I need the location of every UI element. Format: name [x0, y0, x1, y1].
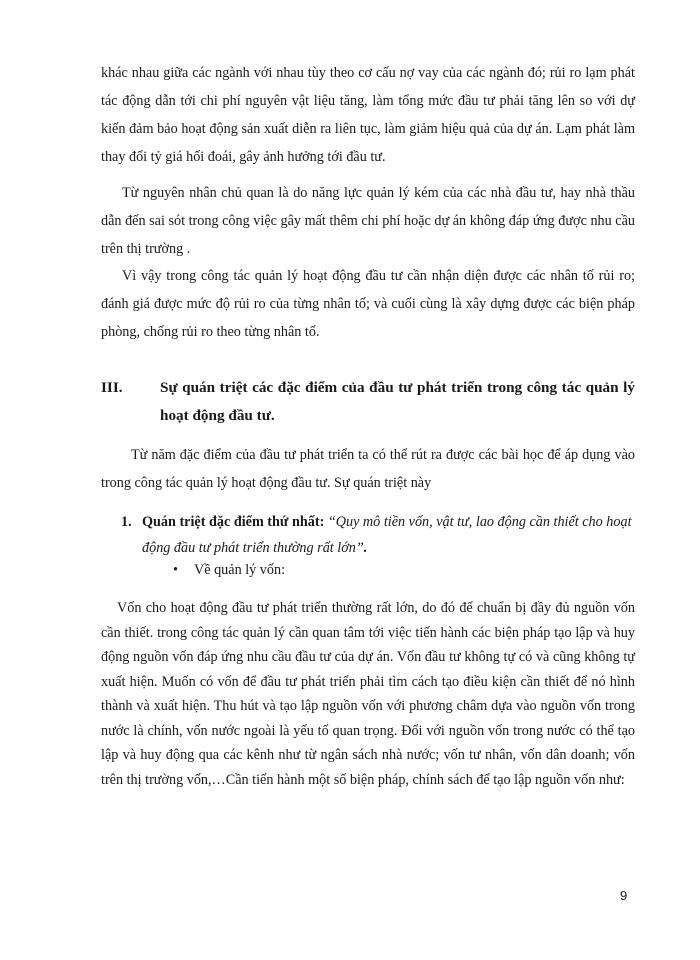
subheading-first-characteristic: [121, 509, 635, 561]
bullet-mark: •: [173, 562, 178, 578]
subheading-lead: Quán triệt đặc điểm thứ nhất:: [142, 514, 325, 530]
section-heading-text: Sự quán triệt các đặc điểm của đầu tư phát triển trong công tác quản lý hoạt động đầu tư.: [160, 379, 635, 424]
paragraph-subjective-causes: Từ nguyên nhân chủ quan là do năng lực quản lý kém của các nhà đầu tư, hay nhà thầu dẫn đến sai sót trong công việc gây mất thêm chi phí hoặc dự án không đáp ứng được nhu cầu trên thị trường .: [101, 185, 635, 257]
subheading-number: 1.: [121, 514, 132, 530]
paragraph-inflation-risk: khác nhau giữa các ngành với nhau tùy theo cơ cấu nợ vay của các ngành đó; rủi ro lạm phát tác động dẫn tới chi phí nguyên vật liệu tăng, làm tổng mức đầu tư phải tăng lên so với dự kiến đảm bảo hoạt động sản xuất diễn ra liên tục, làm giảm hiệu quả của dự án. Lạm phát làm thay đổi tỷ giá hối đoái, gây ảnh hưởng tới đầu tư.: [101, 65, 635, 165]
page-number: 9: [620, 888, 628, 903]
paragraph-capital-mobilization: Vốn cho hoạt động đầu tư phát triển thường rất lớn, do đó để chuẩn bị đầy đủ nguồn vốn cần thiết. trong công tác quản lý cần quan tâm tới việc tiến hành các biện pháp tạo lập và huy động nguồn vốn đáp ứng nhu cầu đầu tư của dự án. Vốn đầu tư không tự có và cũng không tự xuất hiện. Muốn có vốn để đầu tư phát triển phải tìm cách tạo điều kiện cần thiết để nó hình thành và xuất hiện. Thu hút và tạo lập nguồn vốn với phương châm dựa vào nguồn vốn trong nước là chính, vốn nước ngoài là yếu tố quan trọng. Đối với nguồn vốn trong nước có thể tạo lập và huy động qua các kênh như từ ngân sách nhà nước; vốn tư nhân, vốn dân doanh; vốn trên thị trường vốn,…Cần tiến hành một số biện pháp, chính sách để tạo lập nguồn vốn như:: [101, 600, 635, 788]
paragraph-section-intro: Từ năm đặc điểm của đầu tư phát triển ta có thể rút ra được các bài học để áp dụng vào trong công tác quản lý hoạt động đầu tư. Sự quán triệt này: [101, 447, 635, 491]
section-heading: [101, 374, 635, 430]
subheading-end: .: [363, 540, 368, 556]
subheading-quote: “Quy mô tiền vốn, vật tư, lao động cần thiết cho hoạt động đầu tư phát triển thường rất lớn”: [142, 514, 632, 556]
section-heading-number: III.: [101, 379, 123, 396]
bullet-text: Về quản lý vốn:: [194, 562, 286, 578]
bullet-capital-management: [173, 558, 285, 582]
subheading-body: [142, 509, 635, 561]
paragraph-risk-management: Vì vậy trong công tác quản lý hoạt động đầu tư cần nhận diện được các nhân tố rủi ro; đánh giá được mức độ rủi ro của từng nhân tố; và cuối cùng là xây dựng được các biện pháp phòng, chống rủi ro theo từng nhân tố.: [101, 268, 635, 340]
